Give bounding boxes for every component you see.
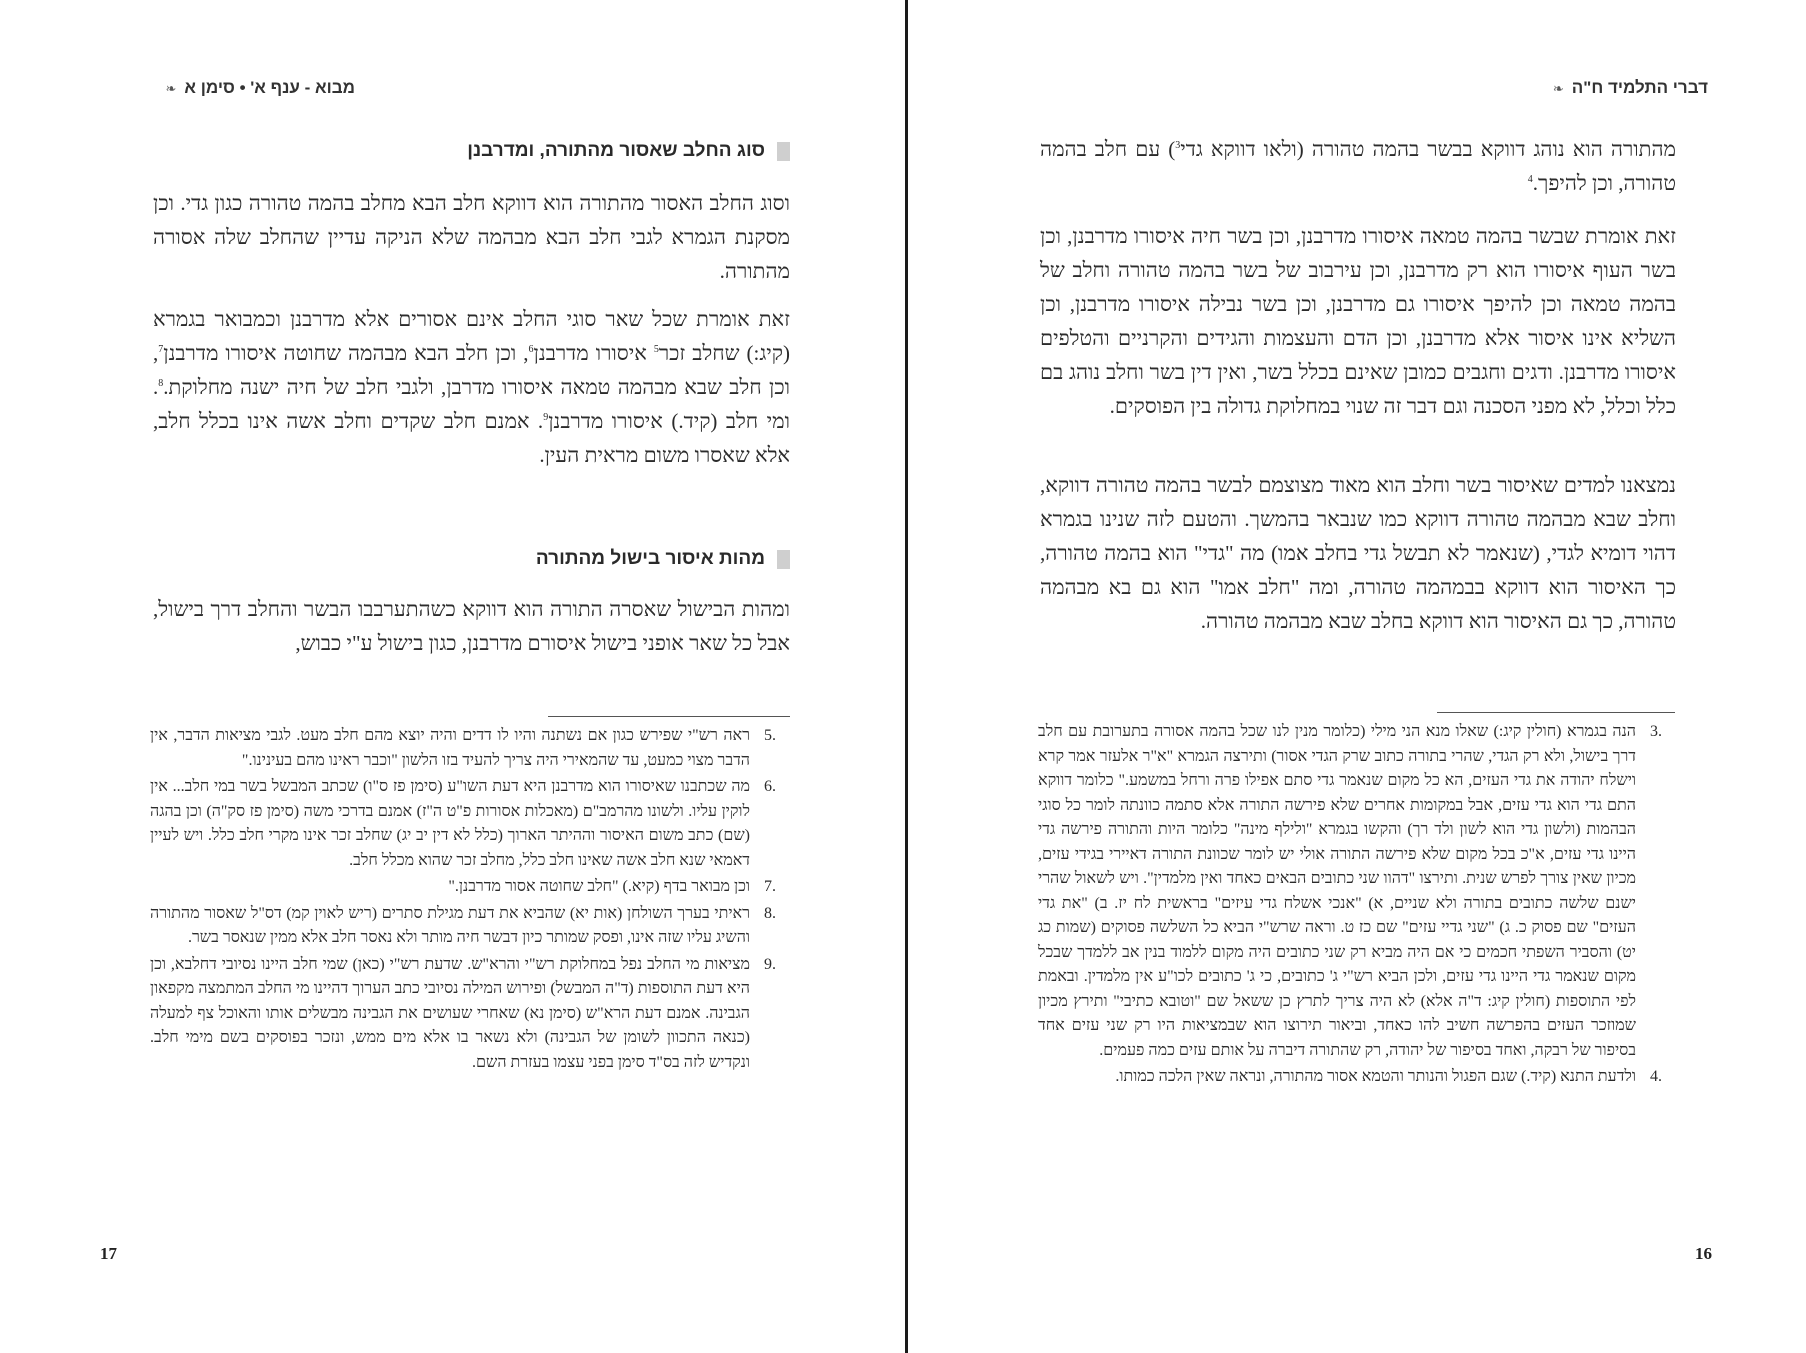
right-page bbox=[908, 0, 1806, 1353]
paragraph: מהתורה הוא נוהג דווקא בבשר בהמה טהורה (ולאו דווקא גדי$^3$) עם חלב בהמה טהורה, וכן להיפך.$^4$ bbox=[1040, 137, 1676, 195]
body-paragraph bbox=[153, 592, 790, 660]
footnote-ref[interactable]: 5 bbox=[653, 344, 659, 355]
footnote bbox=[150, 724, 790, 773]
section-heading: סוג החלב שאסור מהתורה, ומדרבנן bbox=[153, 140, 790, 162]
section-1 bbox=[153, 140, 790, 162]
footnote-text: הנה בגמרא (חולין קיג:) שאלו מנא הני מילי (כלומר מנין לנו שכל בהמה אסורה בתערובת עם חלב דרך בישול, ולא רק הגדי, שהרי בתורה כתוב שרק הגדי אסור) ותירצה הגמרא "א"ר אלעזר אמר קרא וישלח יהודה את גדי העזים, הא כל מקום שנאמר גדי סתם אפילו פרה ורחל במשמע." כלומר דווקא התם גדי הוא גדי עזים, אבל במקומות אחרים שלא פירשה התורה אלא סתמה כוונתה לומר כל סוגי הבהמות (ולשון גדי הוא לשון ולד רך) והקשו בגמרא "ולילף מינה" כלומר היות והתורה פירשה גדי היינו גדי עזים, א"כ בכל מקום שלא פירשה התורה אולי יש לומר שכוונת התורה דאיירי בגידי עזים, מכיון שאין צורך לפרש שנית. ותירצו "דהוו שני כתובים הבאים כאחד ואין מלמדין". ויש לשאול שהרי ישנם שלשה כתובים בתורה ולא שניים, א) "אנכי אשלח גדי עיזים" בראשית לח יז. ב) "את גדי העזים" שם פסוק כ. ג) "שני גדיי עזים" שם כז ט. וראה שרש"י הביא כל השלשה פסוקים (שמות כג יט) והסביר השפתי חכמים כי אם היה מביא רק שני כתובים היה מקום ללמוד בנין אב ללמדך שבכל מקום שנאמר גדי היינו גדי עזים, ולכן הביא רש"י ג' כתובים, כי ג' כתובים לכו"ע אין מלמדין. ובאמת לפי התוספות (חולין קיג: ד"ה אלא) לא היה צריך לתרץ כן ששאל שם "וטובא כתיבי" ותירץ מכיון שמוזכר העזים בהפרשה חשיב להו כאחד, וביאור תירוצו הוא שבמציאות היו רק שני עזים אחד בסיפור של רבקה, ואחד בסיפור של יהודה, רק שהתורה דיברה על אותם עזים כמה פעמים. bbox=[1038, 723, 1636, 1059]
running-head-text: דברי התלמיד ח"ה bbox=[1571, 78, 1708, 97]
footnote-separator bbox=[548, 716, 790, 717]
footnote-text: ראה רש"י שפירש כגון אם נשתנה והיו לו דדים והיה יוצא מהם חלב מעט. לגבי מציאות הדבר, אין הדבר מצוי כמעט, עד שהמאירי היה צריך להעיד בזו הלשון "וכבר ראינו מהם בעינינו." bbox=[150, 727, 750, 769]
paragraph: נמצאנו למדים שאיסור בשר וחלב הוא מאוד מצוצמם לבשר בהמה טהורה דווקא, וחלב שבא מבהמה טהורה דווקא כמו שנבאר בהמשך. והטעם לזה שנינו בגמרא דהוי דומיא לגדי, (שנאמר לא תבשל גדי בחלב אמו) מה "גדי" הוא בהמה טהורה, כך האיסור הוא דווקא בבמהמה טהורה, ומה "חלב אמו" הוא גם בא מבהמה טהורה, כך גם האיסור הוא דווקא בחלב שבא מבהמה טהורה. bbox=[1040, 473, 1676, 633]
body-paragraph bbox=[153, 186, 790, 288]
footnotes bbox=[150, 724, 790, 1077]
footnote bbox=[1038, 1065, 1676, 1090]
footnote-number: .6 bbox=[764, 778, 776, 795]
paragraph: זאת אומרת שכל שאר סוגי החלב אינם אסורים אלא מדרבנן וכמבואר בגמרא (קיג:) שחלב זכר$^5$ איסורו מדרבנן$^6$, וכן חלב הבא מבהמה שחוטה איסורו מדרבנן$^7$, וכן חלב שבא מבהמה טמאה איסורו מדרבן, ולגבי חלב של חיה ישנה מחלוקת.$^8$. ומי חלב (קיד.) איסורו מדרבנן$^9$. אמנם חלב שקדים וחלב אשה אינו בכלל חלב, אלא שאסרו משום מראית העין. bbox=[153, 307, 790, 467]
footnote-number: .8 bbox=[764, 904, 776, 922]
section-heading: מהות איסור בישול מהתורה bbox=[153, 548, 790, 570]
footnote bbox=[150, 953, 790, 1076]
footnote-ref[interactable]: 8 bbox=[158, 378, 164, 389]
footnote-number: .7 bbox=[764, 878, 776, 895]
footnote-ref[interactable]: 7 bbox=[158, 344, 164, 355]
footnote-number: .9 bbox=[764, 955, 776, 973]
footnote-text: מה שכתבנו שאיסורו הוא מדרבנן היא דעת השו"ע (סימן פז ס"ו) שכתב המבשל בשר במי חלב... אין לוקין עליו. ולשונו מהרמב"ם (מאכלות אסורות פ"ט ה"ז) אמנם בדרכי משה (סימן פז סק"ה) וכן בהגה (שם) כתב משום האיסור וההיתר הארוך (כלל לא דין יב יג) שחלב זכר אינו מקרי חלב כלל. ויש לעיין דאמאי שנא חלב אשה שאינו חלב כלל, מחלב זכר שהוא מכלל חלב. bbox=[150, 778, 750, 869]
heading-marker-icon bbox=[777, 142, 790, 161]
footnote-text: ראיתי בערך השולחן (אות יא) שהביא את דעת מגילת סתרים (ריש לאוין קמ) דס"ל שאסור מהתורה והשיג עליו שזה אינו, ופסק שמותר כיון דבשר חיה מותר ולא נאסר חלב אלא ממין שנאסר בשר. bbox=[150, 904, 750, 946]
section-2 bbox=[153, 548, 790, 570]
footnote-text: מציאות מי החלב נפל במחלוקת רש"י והרא"ש. שדעת רש"י (כאן) שמי חלב היינו נסיובי דחלבא, וכן היא דעת התוספות (ד"ה המבשל) ופירוש המילה נסיובי כתב הערוך דהיינו מי החלב המתמצה מקפאון הגבינה. אמנם דעת הרא"ש (סימן נא) שאחרי שעושים את הגבינה מבשלים אותו והאוכל צף למעלה (כנאה התכוון לשומן של הגבינה) ולא נשאר בו אלא מים ממש, ונזכר בפוסקים בשם מימי חלב. ונקדיש לזה בס"ד סימן בפני עצמו בעזרת השם. bbox=[150, 955, 750, 1071]
page-number: 17 bbox=[100, 1244, 117, 1263]
fleuron-icon: ❧ bbox=[165, 81, 177, 96]
paragraph: וסוג החלב האסור מהתורה הוא דווקא חלב הבא מחלב בהמה טהורה כגון גדי. וכן מסקנת הגמרא לגבי חלב הבא מבהמה שלא הניקה עדיין שהחלב שלה אסורה מהתורה. bbox=[153, 191, 790, 283]
footnote-number: .4 bbox=[1650, 1068, 1662, 1085]
fleuron-icon: ❧ bbox=[1552, 81, 1564, 96]
footnote-number: .5 bbox=[764, 727, 776, 744]
footnote-number: .3 bbox=[1650, 723, 1662, 740]
footnote bbox=[150, 775, 790, 873]
paragraph: זאת אומרת שבשר בהמה טמאה איסורו מדרבנן, וכן בשר חיה איסורו מדרבנן, וכן בשר העוף איסורו הוא רק מדרבנן, וכן עירבוב של בשר בהמה טהורה וחלב של בהמה טמאה וכן להיפך איסורו גם מדרבנן, וכן בשר נבילה איסורו מדרבנן, וכן השליא אינו איסור אלא מדרבנן, וכן הדם והעצמות והגידים והקרניים והטלפים איסורו מדרבנן. ודגים וחגבים כמובן שאינם בכלל בשר, ואין דין בשר וחלב נוהג בם כלל וכלל, לא מפני הסכנה וגם דבר זה שנוי במחלוקת גדולה בין הפוסקים. bbox=[1040, 224, 1676, 418]
running-head bbox=[166, 78, 356, 98]
footnotes bbox=[1038, 720, 1676, 1092]
running-head bbox=[1553, 78, 1708, 98]
body-paragraph bbox=[153, 302, 790, 472]
footnote-text: ולדעת התנא (קיד.) שגם הפגול והנותר והטמא אסור מהתורה, ונראה שאין הלכה כמותו. bbox=[1115, 1068, 1636, 1085]
body-paragraph bbox=[1040, 468, 1676, 638]
footnote-separator bbox=[1437, 712, 1675, 713]
footnote bbox=[150, 875, 790, 900]
running-head-text: מבוא - ענף א' • סימן א bbox=[184, 78, 355, 97]
footnote-ref[interactable]: 9 bbox=[543, 412, 549, 423]
footnote-ref[interactable]: 4 bbox=[1527, 174, 1533, 185]
body-paragraph bbox=[1040, 219, 1676, 423]
body-paragraph bbox=[1040, 132, 1676, 200]
heading-marker-icon bbox=[777, 550, 790, 569]
footnote bbox=[1038, 720, 1676, 1063]
footnote-text: וכן מבואר בדף (קיא.) "חלב שחוטה אסור מדרבנן." bbox=[448, 878, 750, 895]
footnote-ref[interactable]: 3 bbox=[1175, 140, 1181, 151]
page-number: 16 bbox=[1695, 1244, 1712, 1263]
paragraph: ומהות הבישול שאסרה התורה הוא דווקא כשהתערבבו הבשר והחלב דרך בישול, אבל כל שאר אופני בישול איסורם מדרבנן, כגון בישול ע"י כבוש, bbox=[153, 597, 790, 655]
footnote bbox=[150, 902, 790, 951]
footnote-ref[interactable]: 6 bbox=[528, 344, 534, 355]
